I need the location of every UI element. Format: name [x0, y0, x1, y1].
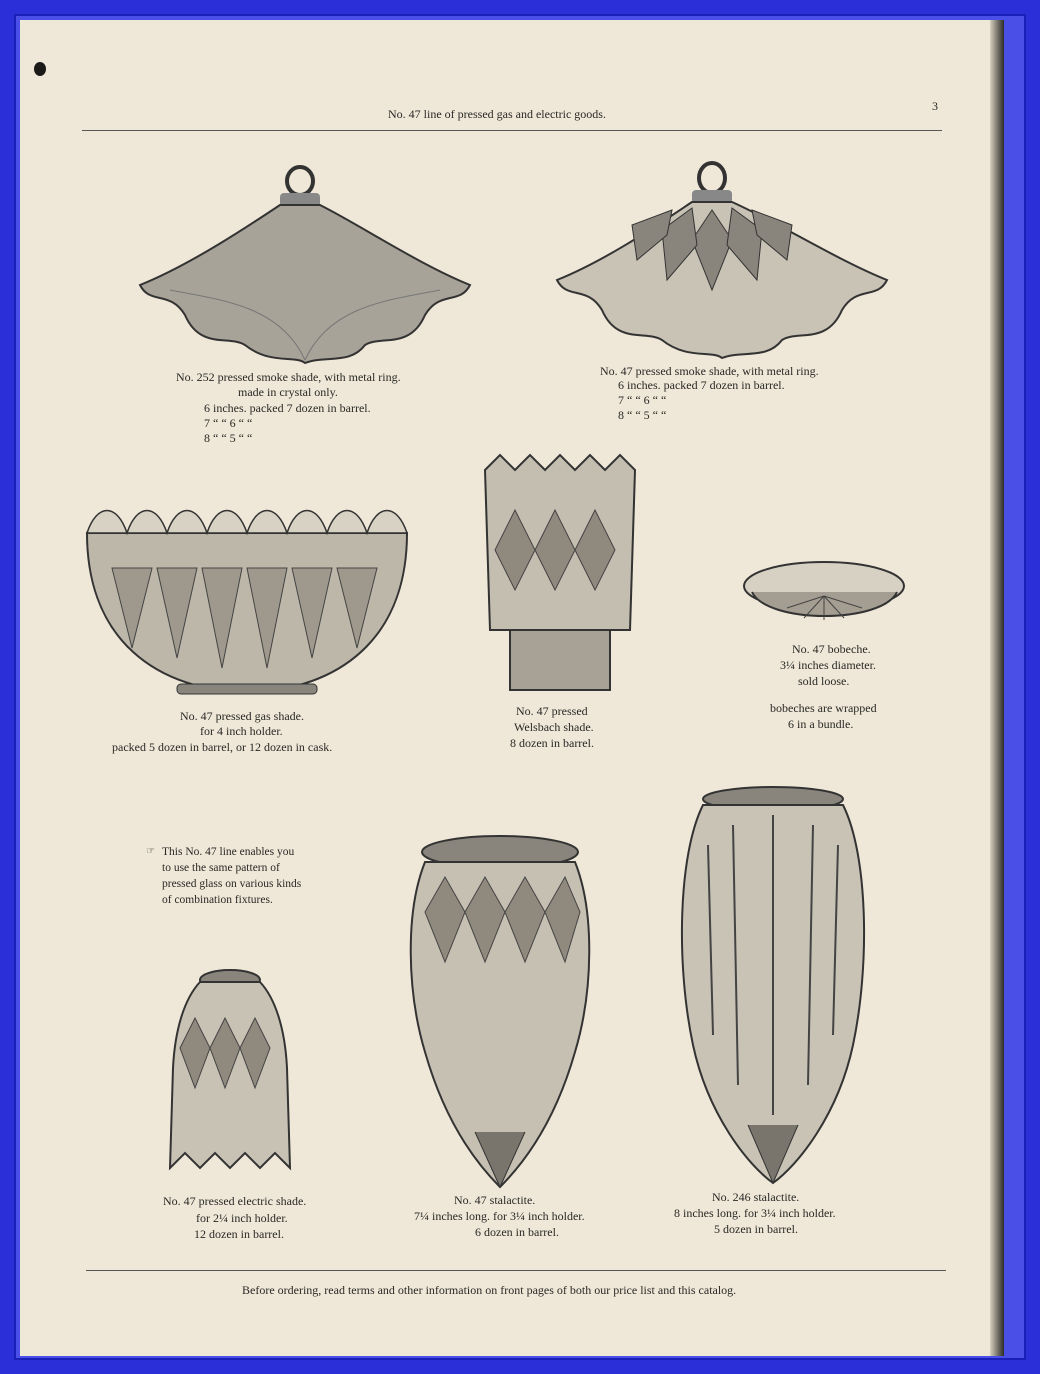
smoke-shade-252-illustration: [130, 165, 480, 380]
smoke-shade-252-caption-1: No. 252 pressed smoke shade, with metal ring.: [176, 370, 401, 384]
electric-shade-caption-3: 12 dozen in barrel.: [194, 1227, 284, 1241]
pointing-hand-icon: ☞: [146, 846, 155, 857]
welsbach-shade-illustration: [480, 450, 640, 695]
page-edge: [990, 20, 1004, 1356]
stalactite-246-caption-3: 5 dozen in barrel.: [714, 1222, 798, 1236]
smoke-shade-252-caption-5: 8 “ “ 5 “ “: [204, 431, 253, 445]
bobeche-wrap-note-1: bobeches are wrapped: [770, 701, 877, 715]
bobeche-wrap-note-2: 6 in a bundle.: [788, 717, 854, 731]
stalactite-47-illustration: [405, 832, 595, 1192]
note-line-2: to use the same pattern of: [162, 862, 280, 874]
smoke-shade-47-caption-1: No. 47 pressed smoke shade, with metal ring.: [600, 364, 819, 378]
bobeche-caption-2: 3¼ inches diameter.: [780, 658, 876, 672]
smoke-shade-47-illustration: [552, 160, 902, 370]
smoke-shade-47-caption-3: 7 “ “ 6 “ “: [618, 393, 667, 407]
page-header: No. 47 line of pressed gas and electric goods.: [388, 107, 606, 121]
gas-shade-caption-1: No. 47 pressed gas shade.: [180, 709, 304, 723]
gas-shade-caption-2: for 4 inch holder.: [200, 724, 283, 738]
smoke-shade-47-caption-4: 8 “ “ 5 “ “: [618, 408, 667, 422]
note-line-4: of combination fixtures.: [162, 894, 273, 906]
note-line-1: This No. 47 line enables you: [162, 846, 295, 858]
smoke-shade-252-caption-3: 6 inches. packed 7 dozen in barrel.: [204, 401, 371, 415]
welsbach-caption-3: 8 dozen in barrel.: [510, 736, 594, 750]
electric-shade-caption-1: No. 47 pressed electric shade.: [163, 1194, 307, 1208]
header-rule: [82, 130, 942, 131]
page-footer: Before ordering, read terms and other information on front pages of both our price list and this catalog.: [242, 1283, 737, 1297]
catalog-page: [20, 20, 1004, 1356]
stalactite-47-caption-3: 6 dozen in barrel.: [475, 1225, 559, 1239]
gas-shade-illustration: [82, 488, 412, 698]
smoke-shade-252-caption-4: 7 “ “ 6 “ “: [204, 416, 253, 430]
footer-rule: [86, 1270, 946, 1271]
bobeche-caption-3: sold loose.: [798, 674, 850, 688]
smoke-shade-47-caption-2: 6 inches. packed 7 dozen in barrel.: [618, 378, 785, 392]
stalactite-47-caption-1: No. 47 stalactite.: [454, 1193, 536, 1207]
welsbach-caption-2: Welsbach shade.: [514, 720, 594, 734]
stalactite-246-caption-1: No. 246 stalactite.: [712, 1190, 800, 1204]
bobeche-caption-1: No. 47 bobeche.: [792, 642, 871, 656]
stalactite-246-caption-2: 8 inches long. for 3¼ inch holder.: [674, 1206, 836, 1220]
welsbach-caption-1: No. 47 pressed: [516, 704, 588, 718]
bobeche-illustration: [742, 558, 907, 630]
gas-shade-caption-3: packed 5 dozen in barrel, or 12 dozen in cask.: [112, 740, 333, 754]
electric-shade-illustration: [165, 968, 295, 1183]
page-number: 3: [932, 99, 938, 113]
punch-hole: [34, 62, 46, 76]
stalactite-246-illustration: [678, 785, 868, 1185]
stalactite-47-caption-2: 7¼ inches long. for 3¼ inch holder.: [414, 1209, 585, 1223]
smoke-shade-252-caption-2: made in crystal only.: [238, 385, 338, 399]
note-line-3: pressed glass on various kinds: [162, 878, 302, 890]
electric-shade-caption-2: for 2¼ inch holder.: [196, 1211, 288, 1225]
